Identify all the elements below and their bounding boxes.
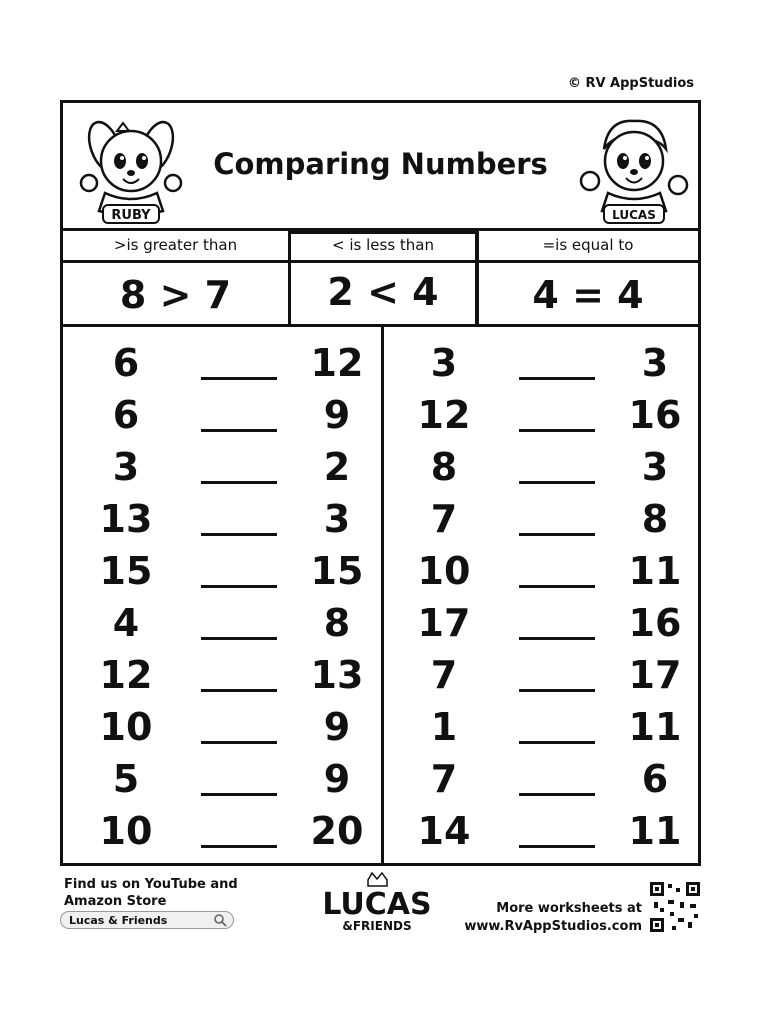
answer-blank[interactable] bbox=[519, 533, 595, 536]
answer-blank[interactable] bbox=[201, 845, 277, 848]
second-number: 6 bbox=[641, 757, 669, 801]
website-link[interactable]: www.RvAppStudios.com bbox=[464, 919, 642, 934]
example-less-than: 2 < 4 bbox=[327, 270, 439, 314]
second-number: 8 bbox=[641, 497, 669, 541]
worksheet-header bbox=[63, 103, 698, 231]
first-number: 10 bbox=[99, 705, 153, 749]
problem-row bbox=[409, 497, 699, 541]
problem-row bbox=[409, 653, 699, 697]
column-divider bbox=[381, 327, 384, 866]
first-number: 6 bbox=[112, 393, 140, 437]
answer-blank[interactable] bbox=[519, 585, 595, 588]
first-number: 14 bbox=[417, 809, 471, 853]
legend-greater-than: >is greater than bbox=[113, 236, 238, 254]
answer-blank[interactable] bbox=[201, 793, 277, 796]
find-us-line-1: Find us on YouTube and bbox=[64, 877, 238, 892]
problem-row bbox=[91, 549, 381, 593]
search-bar[interactable] bbox=[60, 911, 234, 929]
second-number: 3 bbox=[323, 497, 351, 541]
answer-blank[interactable] bbox=[201, 377, 277, 380]
first-number: 10 bbox=[417, 549, 471, 593]
second-number: 9 bbox=[323, 757, 351, 801]
first-number: 15 bbox=[99, 549, 153, 593]
logo-sub-text: &FRIENDS bbox=[342, 919, 412, 933]
lucas-friends-logo bbox=[316, 872, 438, 936]
answer-blank[interactable] bbox=[201, 429, 277, 432]
second-number: 20 bbox=[310, 809, 364, 853]
example-equal-to: 4 = 4 bbox=[532, 273, 644, 317]
answer-blank[interactable] bbox=[519, 481, 595, 484]
answer-blank[interactable] bbox=[519, 377, 595, 380]
page-title: Comparing Numbers bbox=[213, 147, 548, 181]
second-number: 15 bbox=[310, 549, 364, 593]
problem-row bbox=[91, 445, 381, 489]
first-number: 7 bbox=[430, 757, 458, 801]
second-number: 3 bbox=[641, 445, 669, 489]
second-number: 13 bbox=[310, 653, 364, 697]
second-number: 2 bbox=[323, 445, 351, 489]
first-number: 12 bbox=[417, 393, 471, 437]
lucas-character-illustration bbox=[578, 109, 690, 225]
legend-less-than: < is less than bbox=[332, 236, 434, 254]
answer-blank[interactable] bbox=[519, 741, 595, 744]
more-worksheets-text bbox=[464, 900, 642, 936]
search-icon bbox=[213, 913, 227, 927]
first-number: 7 bbox=[430, 497, 458, 541]
second-number: 8 bbox=[323, 601, 351, 645]
problem-row bbox=[409, 601, 699, 645]
first-number: 17 bbox=[417, 601, 471, 645]
problem-row bbox=[91, 757, 381, 801]
problem-row bbox=[91, 341, 381, 385]
second-number: 17 bbox=[628, 653, 682, 697]
answer-blank[interactable] bbox=[201, 741, 277, 744]
problem-row bbox=[91, 393, 381, 437]
first-number: 4 bbox=[112, 601, 140, 645]
problem-row bbox=[91, 601, 381, 645]
answer-blank[interactable] bbox=[201, 637, 277, 640]
second-number: 11 bbox=[628, 809, 682, 853]
first-number: 8 bbox=[430, 445, 458, 489]
find-us-text bbox=[64, 876, 238, 910]
answer-blank[interactable] bbox=[519, 689, 595, 692]
answer-blank[interactable] bbox=[519, 793, 595, 796]
first-number: 3 bbox=[430, 341, 458, 385]
qr-code bbox=[650, 882, 700, 932]
legend-divider bbox=[476, 231, 479, 327]
answer-blank[interactable] bbox=[519, 429, 595, 432]
first-number: 5 bbox=[112, 757, 140, 801]
worksheet bbox=[60, 100, 701, 866]
less-than-box bbox=[288, 231, 478, 327]
first-number: 6 bbox=[112, 341, 140, 385]
second-number: 3 bbox=[641, 341, 669, 385]
problem-row bbox=[409, 757, 699, 801]
legend-equal-to: =is equal to bbox=[542, 236, 634, 254]
first-number: 3 bbox=[112, 445, 140, 489]
second-number: 9 bbox=[323, 393, 351, 437]
answer-blank[interactable] bbox=[519, 637, 595, 640]
ruby-name-label: RUBY bbox=[111, 208, 151, 223]
second-number: 12 bbox=[310, 341, 364, 385]
problem-row bbox=[409, 705, 699, 749]
copyright-notice: © RV AppStudios bbox=[567, 76, 694, 91]
first-number: 13 bbox=[99, 497, 153, 541]
problem-row bbox=[409, 393, 699, 437]
answer-blank[interactable] bbox=[201, 481, 277, 484]
first-number: 1 bbox=[430, 705, 458, 749]
problem-row bbox=[91, 809, 381, 853]
lucas-name-label: LUCAS bbox=[612, 208, 656, 222]
example-greater-than: 8 > 7 bbox=[119, 273, 232, 317]
problem-row bbox=[91, 653, 381, 697]
problems-area bbox=[63, 327, 698, 866]
second-number: 11 bbox=[628, 705, 682, 749]
logo-main-text: LUCAS bbox=[322, 887, 432, 922]
second-number: 16 bbox=[628, 601, 682, 645]
second-number: 16 bbox=[628, 393, 682, 437]
problem-row bbox=[409, 549, 699, 593]
answer-blank[interactable] bbox=[201, 585, 277, 588]
first-number: 10 bbox=[99, 809, 153, 853]
search-text: Lucas & Friends bbox=[69, 914, 168, 927]
problem-row bbox=[409, 445, 699, 489]
problem-row bbox=[91, 497, 381, 541]
second-number: 9 bbox=[323, 705, 351, 749]
answer-blank[interactable] bbox=[519, 845, 595, 848]
answer-blank[interactable] bbox=[201, 533, 277, 536]
first-number: 7 bbox=[430, 653, 458, 697]
second-number: 11 bbox=[628, 549, 682, 593]
problem-row bbox=[409, 809, 699, 853]
problem-row bbox=[409, 341, 699, 385]
more-worksheets-line-1: More worksheets at bbox=[496, 901, 642, 916]
first-number: 12 bbox=[99, 653, 153, 697]
problem-row bbox=[91, 705, 381, 749]
find-us-line-2: Amazon Store bbox=[64, 894, 167, 909]
answer-blank[interactable] bbox=[201, 689, 277, 692]
